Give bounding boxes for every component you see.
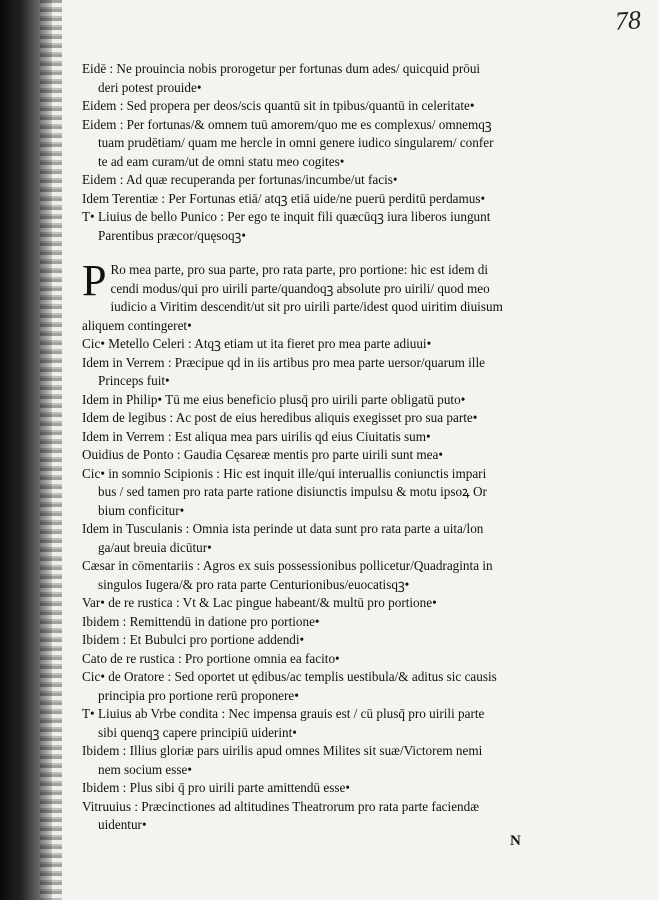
citation-continuation-line: tuam prudētiam/ quam me hercle in omni genere iudico singularem/ confer: [98, 135, 494, 150]
page-text: [82, 60, 572, 835]
citation-continuation-line: bium conficitur•: [98, 502, 185, 518]
citation-line: Idem in Verrem : Est aliqua mea pars uirilis qd eius Ciuitatis sum•: [82, 428, 431, 444]
citation-entry: [82, 557, 572, 594]
paragraph-first-line: Ro mea parte, pro sua parte, pro rata parte, pro portione: hic est idem di: [110, 262, 489, 277]
citation-line: Ibidem : Plus sibi q̄ pro uirili parte amittendū esse•: [82, 780, 350, 795]
citation-entry: [82, 446, 572, 465]
paragraph-line: iudicio a Viritim descendit/ut sit pro uirili parte/idest quod uiritim diuisum: [110, 299, 503, 314]
citation-line: Cæsar in cōmentariis : Agros ex suis possessionibus pollicetur/Quadraginta in: [82, 558, 493, 573]
citation-line: Cic• Metello Celeri : Atqꝫ etiam ut ita fieret pro mea parte adiuui•: [82, 336, 432, 351]
citation-entry: [82, 779, 572, 798]
citation-block-2: [82, 335, 572, 835]
citation-entry: [82, 465, 572, 521]
citation-entry: [82, 60, 572, 97]
citation-entry: [82, 335, 572, 354]
citation-continuation-line: te ad eam curam/ut de omni statu meo cogites•: [98, 153, 345, 169]
drop-cap: P: [82, 256, 107, 305]
citation-continuation-line: Princeps fuit•: [98, 373, 170, 388]
citation-entry: [82, 798, 572, 835]
citation-entry: [82, 190, 572, 209]
citation-line: Idem Terentiæ : Per Fortunas etiā/ atqꝫ etiā uide/ne puerū perditū perdamus•: [82, 190, 486, 206]
citation-line: Eidem : Ad quæ recuperanda per fortunas/incumbe/ut facis•: [82, 172, 398, 187]
citation-entry: [82, 631, 572, 650]
citation-line: T• Liuius de bello Punico : Per ego te inquit fili quæcūqꝫ iura liberos iungunt: [82, 209, 491, 224]
citation-line: Ibidem : Et Bubulci pro portione addendi•: [82, 632, 305, 647]
citation-entry: [82, 116, 572, 172]
citation-continuation-line: principia pro portione rerū proponere•: [98, 687, 299, 703]
citation-line: Idem de legibus : Ac post de eius heredibus aliquis exegisset pro sua parte•: [82, 410, 478, 425]
paragraph-gap: [82, 245, 572, 261]
citation-continuation-line: singulos Iugera/& pro rata parte Centurionibus/euocatisqꝫ•: [98, 576, 410, 592]
citation-entry: [82, 97, 572, 116]
citation-line: Cic• de Oratore : Sed oportet ut ędibus/ac templis uestibula/& aditus sic causis: [82, 669, 497, 684]
paragraph-continuation: [82, 280, 572, 336]
citation-line: Idem in Tusculanis : Omnia ista perinde ut data sunt pro rata parte a uita/lon: [82, 521, 484, 536]
folio-number: 78: [613, 5, 642, 36]
citation-line: Idem in Philip• Tū me eius beneficio plusq̄ pro uirili parte obligatū puto•: [82, 391, 466, 407]
citation-entry: [82, 742, 572, 779]
page-edge-texture: [40, 0, 62, 900]
citation-entry: [82, 520, 572, 557]
citation-line: Eidem : Per fortunas/& omnem tuū amorem/quo me es complexus/ omnemqꝫ: [82, 116, 492, 132]
citation-continuation-line: ga/aut breuia dicūtur•: [98, 539, 212, 555]
citation-entry: [82, 650, 572, 669]
citation-line: Cic• in somnio Scipionis : Hic est inquit ille/qui interuallis coniunctis impari: [82, 465, 487, 481]
citation-continuation-line: uidentur•: [98, 817, 147, 832]
citation-entry: [82, 428, 572, 447]
citation-entry: [82, 391, 572, 410]
citation-entry: [82, 594, 572, 613]
citation-entry: [82, 668, 572, 705]
citation-line: Vitruuius : Præcinctiones ad altitudines Theatrorum pro rata parte faciendæ: [82, 798, 480, 814]
citation-continuation-line: Parentibus præcor/quęsoqꝫ•: [98, 227, 246, 243]
citation-block-1: [82, 60, 572, 245]
citation-line: Ibidem : Remittendū in datione pro portione•: [82, 613, 320, 629]
paragraph-line: cendi modus/qui pro uirili parte/quandoqꝫ absolute pro uirili/ quod meo: [110, 280, 490, 296]
paragraph-line: aliquem contingeret•: [82, 317, 192, 333]
citation-line: Cato de re rustica : Pro portione omnia ea facito•: [82, 650, 340, 666]
citation-continuation-line: sibi quenqꝫ capere principiū uiderint•: [98, 724, 297, 740]
citation-line: T• Liuius ab Vrbe condita : Nec impensa grauis est / cū plusq̄ pro uirili parte: [82, 706, 485, 721]
citation-line: Var• de re rustica : Vt & Lac pingue habeant/& multū pro portione•: [82, 595, 437, 610]
citation-entry: [82, 409, 572, 428]
citation-line: Eidem : Sed propera per deos/scis quantū sit in tpibus/quantū in celeritate•: [82, 98, 475, 113]
citation-continuation-line: bus / sed tamen pro rata parte ratione disiunctis impulsu & motu ipsoꝝ Or: [98, 484, 487, 499]
citation-line: Eidē : Ne prouincia nobis prorogetur per fortunas dum ades/ quicquid prōui: [82, 61, 481, 76]
citation-continuation-line: nem socium esse•: [98, 761, 192, 777]
citation-entry: [82, 705, 572, 742]
citation-line: Ouidius de Ponto : Gaudia Cęsareæ mentis pro parte uirili sunt mea•: [82, 447, 443, 462]
citation-line: Idem in Verrem : Præcipue qd in iis artibus pro mea parte uersor/quarum ille: [82, 354, 485, 370]
citation-entry: [82, 613, 572, 632]
citation-continuation-line: deri potest prouide•: [98, 79, 202, 95]
signature-mark: N: [510, 833, 521, 849]
citation-line: Ibidem : Illius gloriæ pars uirilis apud omnes Milites sit suæ/Victorem nemi: [82, 743, 483, 758]
citation-entry: [82, 171, 572, 190]
citation-entry: [82, 208, 572, 245]
citation-entry: [82, 354, 572, 391]
definition-paragraph: [82, 256, 572, 335]
